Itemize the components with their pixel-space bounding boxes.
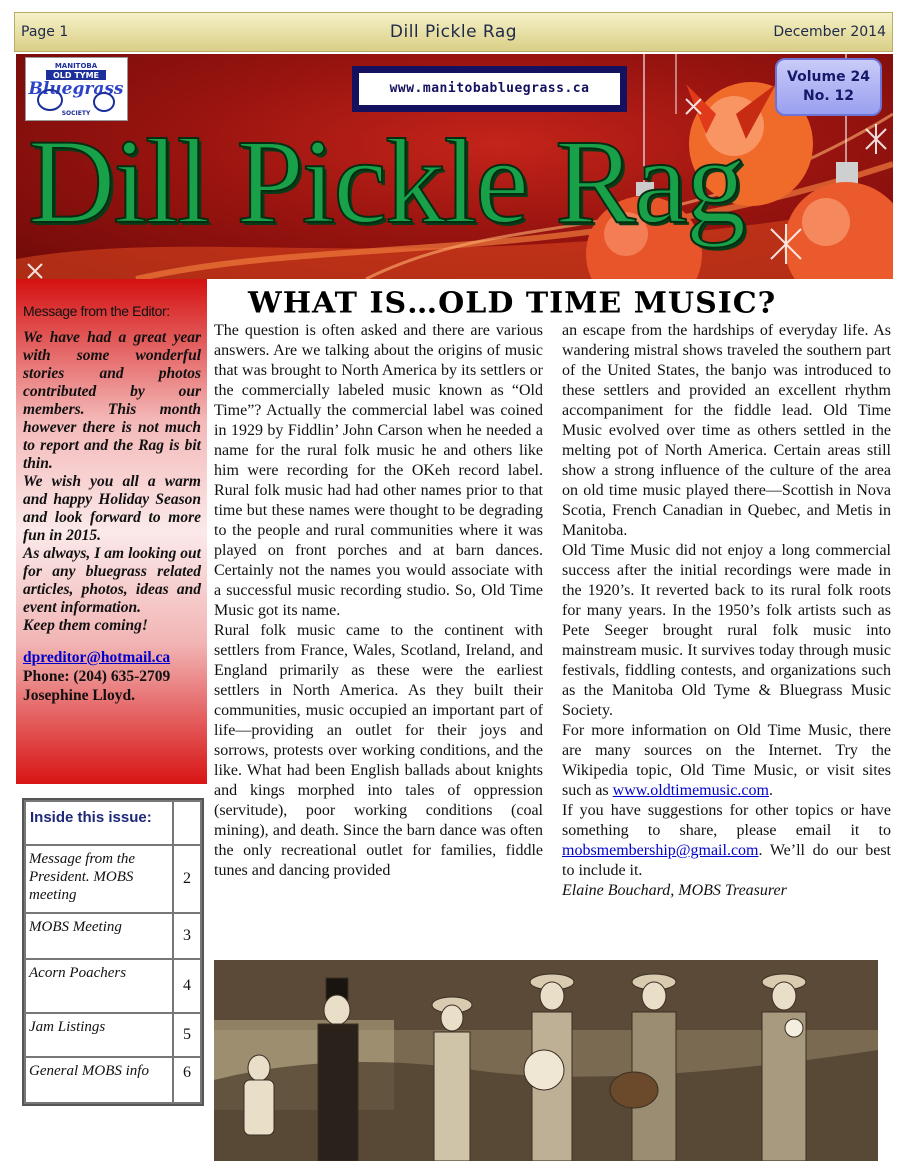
page-number: Page 1 <box>21 24 69 40</box>
article-column-2 <box>562 321 891 901</box>
toc-row[interactable] <box>25 845 201 913</box>
editor-paragraph: We wish you all a warm and happy Holiday Season and look forward to more fun in 2015. <box>23 473 201 544</box>
editor-message-panel <box>16 279 207 784</box>
editor-paragraph: As always, I am looking out for any bluegrass related articles, photos, ideas and event information. <box>23 545 201 616</box>
volume-label: Volume 24 <box>787 69 870 85</box>
article-paragraph: Rural folk music came to the continent with settlers from France, Wales, Scotland, Ireland, and England primarily as these were the earliest settlers in North America. As they built their communities, music occupied an important part of life—providing an outlet for their joys and sorrows, protests over working conditions, and the like. What had been English ballads about knights and kings morphed into tales of oppression (servitude), poor working conditions (coal mining), and death. Since the barn dance was often the only recreational outlet for families, fiddle tunes and dancing provided <box>214 622 543 879</box>
editor-heading: Message from the Editor: <box>23 303 170 319</box>
article-paragraph: The question is often asked and there are various answers. Are we talking about the origins of music that was brought to North America by its settlers or the commercially labeled music known as “Old Time”? Actually the commercial label was coined in 1929 by Fiddlin’ John Carson when he needed a name for the rural folk music he and others like him were recording for the OKeh record label. Rural folk music had had other names prior to that time but these names were thought to be degrading to the people and rural communities where it was played on front porches and at barn dances. Certainly not the names you would associate with a successful music recording studio. So, Old Time Music got its name. <box>214 322 543 619</box>
oldtimemusic-link[interactable]: www.oldtimemusic.com <box>612 782 769 799</box>
old-time-band-photo <box>214 960 878 1161</box>
svg-text:SOCIETY: SOCIETY <box>61 110 91 117</box>
running-header <box>14 12 893 52</box>
toc-row[interactable] <box>25 1013 201 1057</box>
toc-row[interactable] <box>25 1057 201 1103</box>
editor-phone: Phone: (204) 635-2709 <box>23 668 171 685</box>
toc-row[interactable] <box>25 959 201 1013</box>
editor-paragraph: Keep them coming! <box>23 617 148 634</box>
editor-email-link[interactable]: dpreditor@hotmail.ca <box>23 649 171 666</box>
toc-title: Jam Listings <box>25 1013 173 1057</box>
toc-title: Acorn Poachers <box>25 959 173 1013</box>
toc-title: Message from the President. MOBS meeting <box>25 845 173 913</box>
svg-text:OLD TYME: OLD TYME <box>53 71 99 80</box>
article-title: WHAT IS…OLD TIME MUSIC? <box>248 286 777 321</box>
toc-page: 3 <box>173 913 201 959</box>
band-photo-image <box>214 960 878 1161</box>
svg-text:MANITOBA: MANITOBA <box>54 62 98 70</box>
toc-page: 4 <box>173 959 201 1013</box>
website-url[interactable]: www.manitobabluegrass.ca <box>358 72 621 106</box>
article-signature: Elaine Bouchard, MOBS Treasurer <box>562 882 787 899</box>
toc-page: 2 <box>173 845 201 913</box>
membership-email-link[interactable]: mobsmembership@gmail.com <box>562 842 759 859</box>
toc-row[interactable] <box>25 913 201 959</box>
header-title: Dill Pickle Rag <box>389 22 518 42</box>
masthead-title: Dill Pickle Rag <box>28 115 745 249</box>
editor-name: Josephine Lloyd. <box>23 687 135 704</box>
toc-title: General MOBS info <box>25 1057 173 1103</box>
article-paragraph: an escape from the hardships of everyday life. As wandering mistral shows traveled the southern part of the United States, the banjo was introduced to these settlers and provided an excellent rhythm accompaniment for the fiddle lead. Old Time Music evolved over time as others settled in the melting pot of North America. Certain areas still show a strong influence of the culture of the area on old time music played there—Scottish in Nova Scotia, French Canadian in Quebec, and Metis in Manitoba. <box>562 322 891 539</box>
svg-text:Bluegrass: Bluegrass <box>28 79 124 99</box>
article-paragraph: Old Time Music did not enjoy a long commercial success after the initial recordings were made in the 1920’s. It reverted back to its rural folk roots for many years. In the 1950’s folk artists such as Pete Seeger brought rural folk music into mainstream music. It survives today through music festivals, fiddling contests, and organizations such as the Manitoba Old Tyme & Bluegrass Music Society. <box>562 542 891 719</box>
bluegrass-society-logo-icon <box>26 58 127 120</box>
editor-paragraph: We have had a great year with some wonderful stories and photos contributed by our members. This month however there is not much to report and the Rag is bit thin. <box>23 329 201 472</box>
issue-date: December 2014 <box>773 24 886 40</box>
toc-page: 5 <box>173 1013 201 1057</box>
toc-page: 6 <box>173 1057 201 1103</box>
article-column-1 <box>214 321 543 881</box>
inside-this-issue-table <box>22 798 204 1106</box>
website-url-box <box>352 66 627 112</box>
issue-number: No. 12 <box>802 88 854 104</box>
masthead-banner <box>16 54 893 279</box>
toc-heading: Inside this issue: <box>25 801 173 845</box>
toc-title: MOBS Meeting <box>25 913 173 959</box>
volume-badge <box>775 58 882 116</box>
article-paragraph: For more information on Old Time Music, there are many sources on the Internet. Try the Wikipedia topic, Old Time Music, or visit sites such as www.oldtimemusic.com. <box>562 722 891 799</box>
article-paragraph: If you have suggestions for other topics or have something to share, please email it to mobsmembership@gmail.com. We’ll do our best to include it. <box>562 802 891 879</box>
